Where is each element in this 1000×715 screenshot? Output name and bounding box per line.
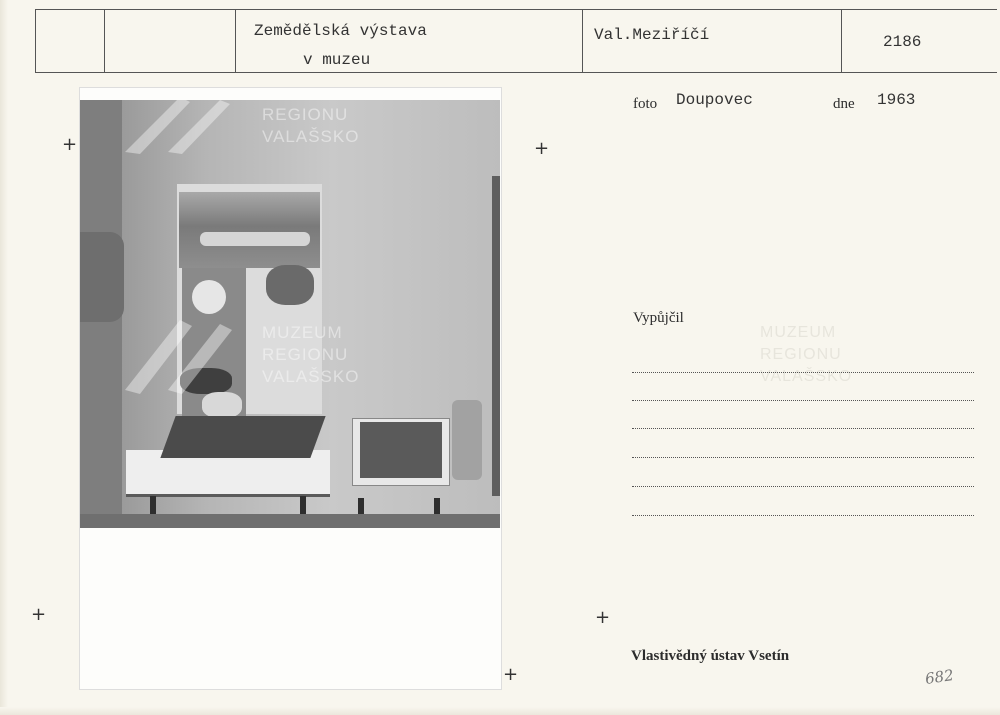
year: 1963 (877, 91, 916, 109)
registration-mark: + (595, 607, 611, 628)
photo-wool-sample (266, 265, 314, 305)
foto-label: foto (633, 96, 658, 112)
photographer-name: Doupovec (676, 91, 753, 109)
borrowed-line (632, 372, 974, 373)
place-name: Val.Meziříčí (594, 26, 710, 44)
header-divider (841, 9, 842, 73)
catalog-number: 2186 (883, 33, 922, 51)
registration-mark: + (31, 604, 47, 625)
exhibition-photo (80, 100, 500, 528)
watermark-text: REGIONU VALAŠSKO (262, 105, 360, 146)
photo-sheep-flock (200, 232, 310, 246)
watermark-logo (120, 310, 260, 400)
header-divider (235, 9, 236, 73)
institution-name: Vlastivědný ústav Vsetín (631, 648, 790, 664)
borrowed-line (632, 428, 974, 429)
photo-poster-landscape (179, 192, 320, 268)
photo-table-display (160, 416, 325, 458)
title-line-2: v muzeu (303, 51, 371, 69)
borrowed-label: Vypůjčil (633, 310, 684, 326)
title-line-1: Zemědělská výstava (254, 22, 427, 40)
photo-gloves (452, 400, 482, 480)
borrowed-line (632, 486, 974, 487)
registration-mark: + (503, 664, 519, 685)
photo-wool-sample (192, 280, 226, 314)
header-bottom-rule (35, 72, 997, 73)
card-edge-left (0, 0, 8, 715)
watermark-text: MUZEUM REGIONU VALAŠSKO (262, 323, 360, 386)
watermark-logo (120, 100, 260, 162)
registration-mark: + (62, 134, 78, 155)
pencil-note: 682 (923, 666, 955, 688)
photo-right-frame (492, 176, 500, 496)
borrowed-line (632, 515, 974, 516)
card-edge-bottom (0, 707, 1000, 715)
header-top-rule (35, 9, 997, 10)
photo-floor (80, 514, 500, 528)
borrowed-line (632, 457, 974, 458)
registration-mark: + (534, 138, 550, 159)
borrowed-line (632, 400, 974, 401)
date-label: dne (833, 96, 855, 112)
photo-sheep-panel (80, 232, 124, 322)
watermark-text: MUZEUM REGIONU VALAŠSKO (760, 324, 853, 385)
header-divider (104, 9, 105, 73)
photo-right-table-display (360, 422, 442, 478)
header-divider (35, 9, 36, 73)
header-divider (582, 9, 583, 73)
